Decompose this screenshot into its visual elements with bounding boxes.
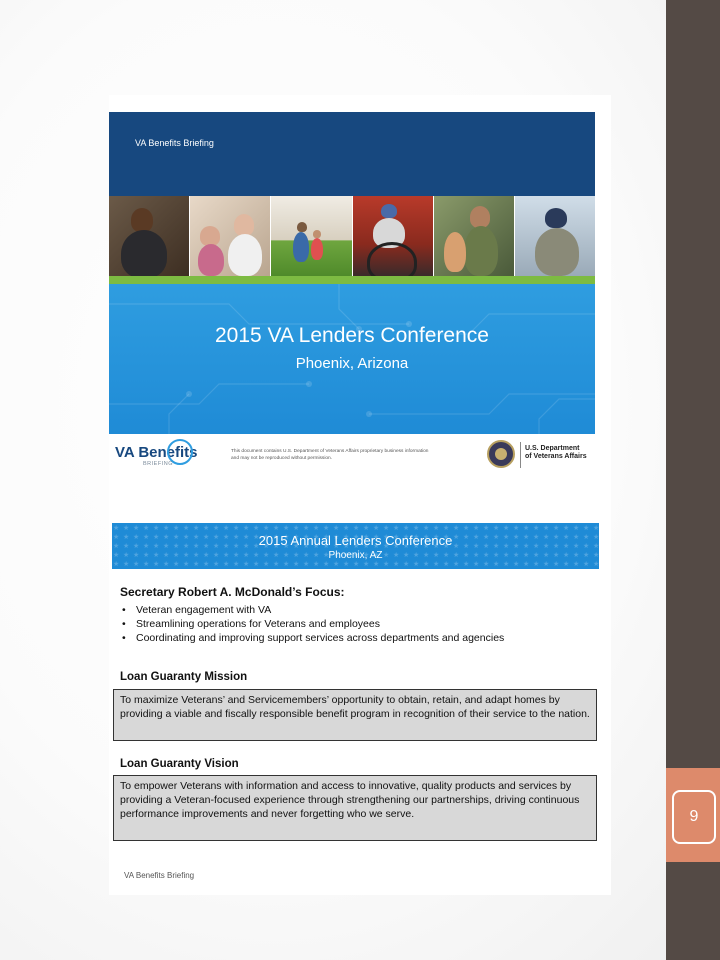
focus-item: • Streamlining operations for Veterans and employees — [120, 617, 504, 631]
logo-divider — [520, 442, 521, 468]
photo-wheelchair-athlete — [353, 196, 434, 276]
va-benefits-logo-text: VA Benefits — [115, 444, 198, 461]
photo-saluting-soldier — [515, 196, 595, 276]
vision-heading: Loan Guaranty Vision — [120, 758, 239, 770]
proprietary-disclaimer: This document contains U.S. Department of Veterans Affairs proprietary business information and may not be reproduced without permission. — [231, 449, 429, 461]
photo-businessman — [109, 196, 190, 276]
vision-text-box: To empower Veterans with information and access to innovative, quality products and services by providing a Veteran-focused experience through strengthening our partnerships, driving continuous performance improvements and never forgetting who we serve. — [113, 775, 597, 841]
slide-header — [109, 112, 595, 196]
focus-item: • Veteran engagement with VA — [120, 603, 504, 617]
document-footer: VA Benefits Briefing — [124, 871, 195, 880]
photo-mother-child — [434, 196, 515, 276]
page-number: 9 — [672, 790, 716, 844]
annual-conference-banner — [112, 523, 599, 569]
focus-item: • Coordinating and improving support services across departments and agencies — [120, 631, 504, 645]
slide-footer-row — [109, 435, 595, 477]
document-page — [109, 95, 611, 895]
annual-conference-title: 2015 Annual Lenders Conference — [258, 533, 453, 548]
department-name-line2: of Veterans Affairs — [525, 453, 587, 460]
photo-strip — [109, 196, 595, 276]
slide-header-text: VA Benefits Briefing — [135, 138, 214, 148]
department-name — [525, 445, 587, 461]
conference-title-slide — [109, 112, 595, 434]
va-seal-icon — [487, 440, 515, 468]
mission-text-box: To maximize Veterans’ and Servicemembers’ opportunity to obtain, retain, and adapt homes by providing a viable and fiscally responsible benefit program in recognition of their service to the nation. — [113, 689, 597, 741]
focus-heading: Secretary Robert A. McDonald’s Focus: — [120, 585, 345, 599]
title-panel — [109, 284, 595, 434]
va-benefits-logo-sub: BRIEFING — [143, 461, 173, 467]
conference-title: 2015 VA Lenders Conference — [215, 324, 489, 347]
photo-house-family — [271, 196, 352, 276]
mission-heading: Loan Guaranty Mission — [120, 671, 248, 683]
department-name-line1: U.S. Department — [525, 445, 580, 452]
annual-conference-location: Phoenix, AZ — [328, 550, 383, 561]
conference-location: Phoenix, Arizona — [295, 355, 409, 372]
green-accent-bar — [109, 276, 595, 284]
focus-list — [120, 603, 504, 645]
photo-family-room — [190, 196, 271, 276]
